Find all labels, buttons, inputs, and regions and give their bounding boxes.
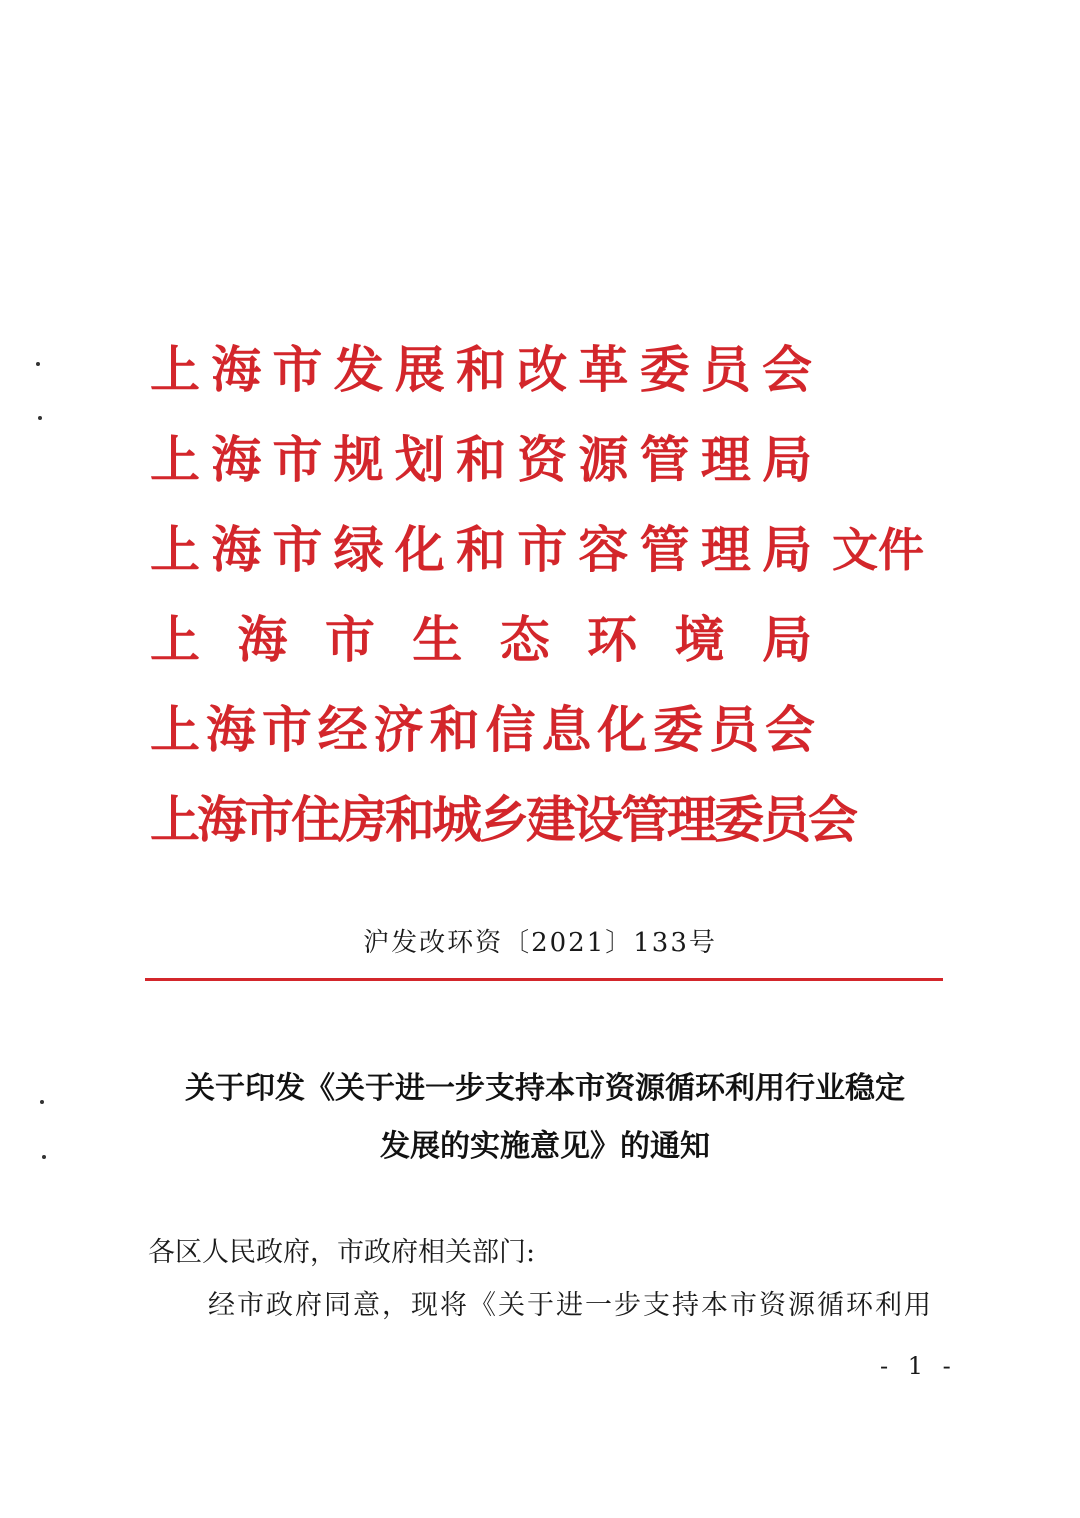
notice-title-line: 发展的实施意见》的通知 bbox=[380, 1129, 710, 1164]
issuer-row bbox=[150, 510, 950, 600]
issuer-name: 上海市发展和改革委员会 bbox=[150, 340, 812, 399]
notice-title bbox=[120, 1060, 970, 1176]
issuer-name: 上海市规划和资源管理局 bbox=[150, 430, 812, 489]
notice-title-line: 关于印发《关于进一步支持本市资源循环利用行业稳定 bbox=[185, 1071, 905, 1106]
red-divider-line bbox=[145, 978, 943, 981]
issuer-row bbox=[150, 420, 950, 510]
issuer-name: 上海市住房和城乡建设管理委员会 bbox=[150, 790, 855, 849]
issuer-row bbox=[150, 600, 950, 690]
issuer-row bbox=[150, 330, 950, 420]
salutation: 各区人民政府，市政府相关部门: bbox=[148, 1237, 536, 1268]
scan-speck bbox=[42, 1155, 46, 1159]
document-number: 沪发改环资〔2021〕133号 bbox=[363, 928, 717, 958]
page-number: - 1 - bbox=[880, 1352, 957, 1380]
issuer-row bbox=[150, 690, 950, 780]
issuer-row bbox=[150, 780, 950, 870]
issuing-agencies-header bbox=[150, 330, 950, 870]
scan-speck bbox=[40, 1100, 44, 1104]
scan-speck bbox=[36, 362, 40, 366]
issuer-name: 上海市绿化和市容管理局 bbox=[150, 520, 812, 579]
issuer-name: 上海市生态环境局 bbox=[150, 610, 812, 669]
body-paragraph: 经市政府同意，现将《关于进一步支持本市资源循环利用 bbox=[208, 1290, 933, 1321]
scan-speck bbox=[38, 416, 42, 420]
issuer-name: 上海市经济和信息化委员会 bbox=[150, 700, 812, 759]
document-type-label: 文件 bbox=[832, 523, 924, 577]
